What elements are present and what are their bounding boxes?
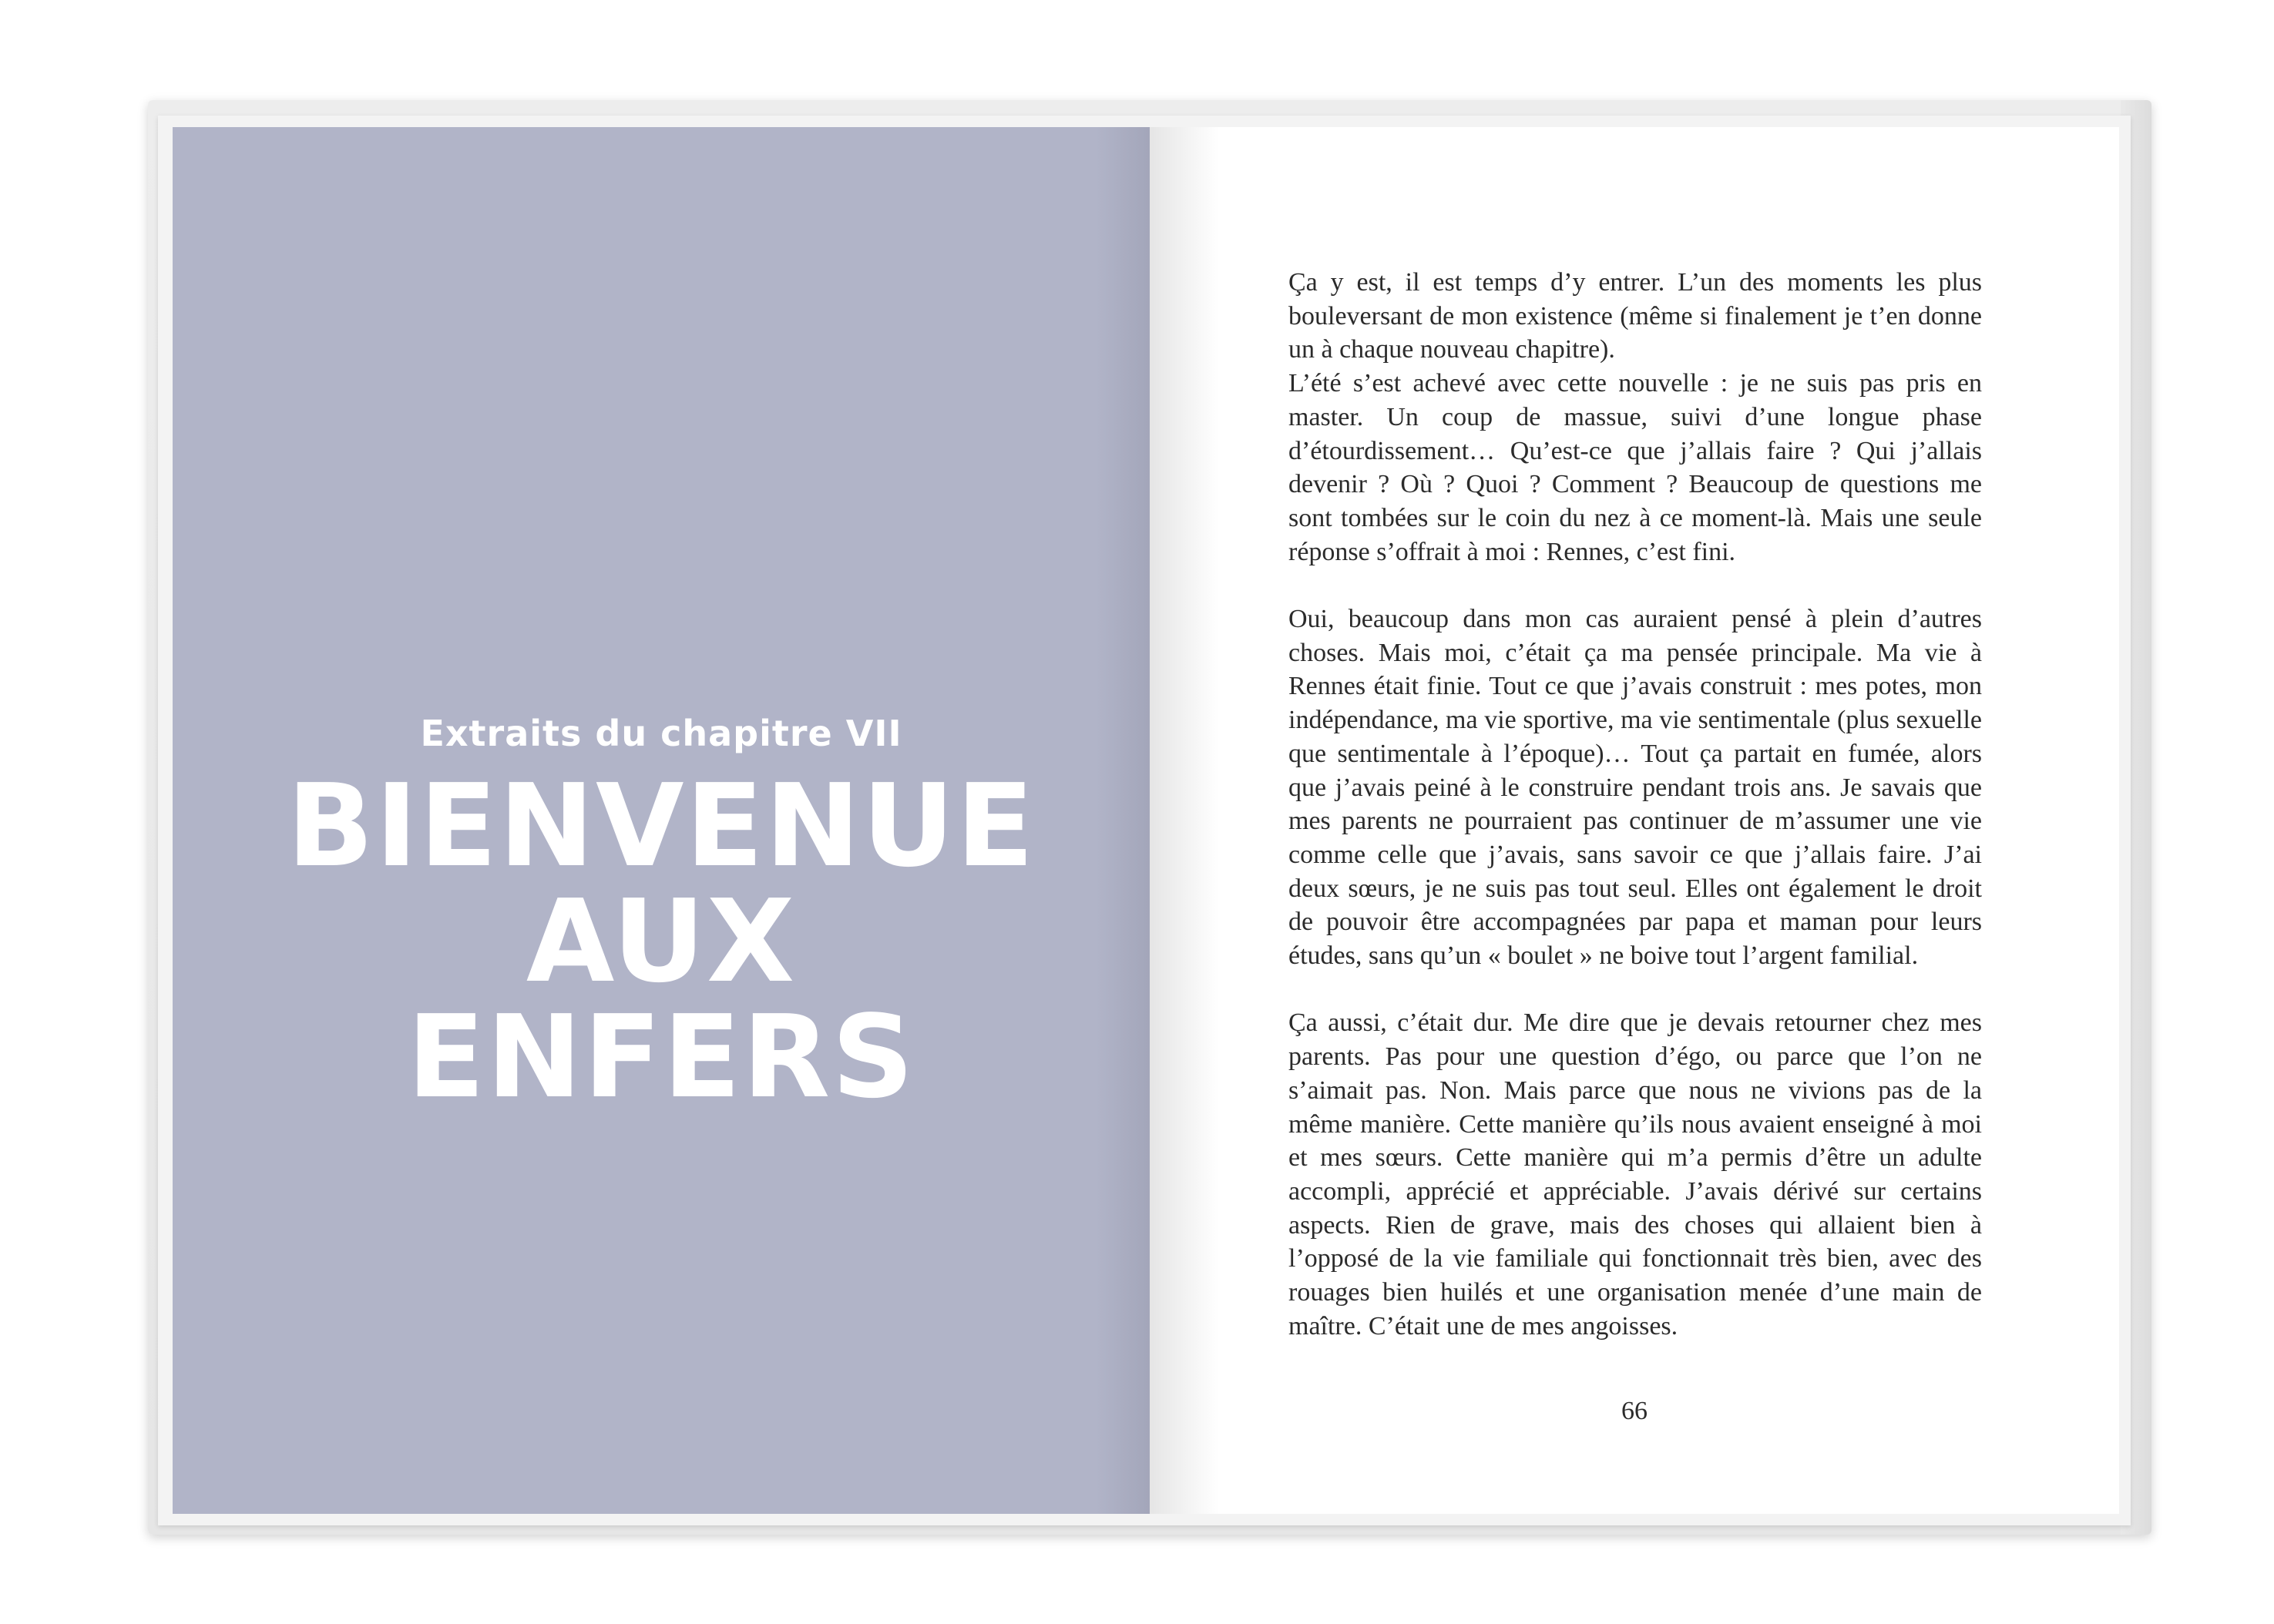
paragraph: Ça y est, il est temps d’y entrer. L’un des moments les plus bouleversant de mon existence (même si finalement je t’en donne un à chaque nouveau chapitre).	[1288, 268, 1982, 364]
right-page	[1150, 127, 2119, 1514]
chapter-label: Extraits du chapitre VII	[420, 713, 902, 754]
chapter-title-line: ENFERS	[407, 991, 915, 1123]
chapter-title	[173, 760, 1150, 1123]
chapter-title-line: BIENVENUE	[287, 760, 1036, 892]
chapter-title-line: AUX	[526, 875, 797, 1008]
left-page	[173, 127, 1150, 1514]
paragraph: Oui, beaucoup dans mon cas auraient pensé à plein d’autres choses. Mais moi, c’était ça ma pensée principale. Ma vie à Rennes était finie. Tout ce que j’avais construit : mes potes, mon indépendance, ma vie sportive, ma vie sentimentale (plus sexuelle que sentimentale à l’époque)… Tout ça partait en fumée, alors que j’avais peiné à le construire pendant trois ans. Je savais que mes parents ne pourraient pas continuer de m’assumer une vie comme celle que j’avais, sans savoir ce que j’allais faire. J’ai deux sœurs, je ne suis pas tout seul. Elles ont également le droit de pouvoir être accompagnées par papa et maman pour leurs études, sans qu’un « boulet » ne boive tout l’argent familial.	[1288, 605, 1982, 971]
chapter-heading	[173, 713, 1150, 1123]
body-text	[1288, 266, 1982, 1343]
page-number: 66	[1621, 1397, 1648, 1425]
paragraph: Ça aussi, c’était dur. Me dire que je devais retourner chez mes parents. Pas pour une question d’égo, ou parce que l’on ne s’aimait pas. Non. Mais parce que nous ne vivions pas de la même manière. Cette manière qu’ils nous avaient enseigné à moi et mes sœurs. Cette manière qui m’a permis d’être un adulte accompli, apprécié et appréciable. J’avais dérivé sur certains aspects. Rien de grave, mais des choses qui allaient bien à l’opposé de la vie familiale qui fonctionnait très bien, avec des rouages bien huilés et une organisation menée d’une main de maître. C’était une de mes angoisses.	[1288, 1008, 1982, 1340]
paragraph: L’été s’est achevé avec cette nouvelle : je ne suis pas pris en master. Un coup de massue, suivi d’une longue phase d’étourdissement… Qu’est-ce que j’allais faire ? Qui j’allais devenir ? Où ? Quoi ? Comment ? Beaucoup de questions me sont tombées sur le coin du nez à ce moment-là. Mais une seule réponse s’offrait à moi : Rennes, c’est fini.	[1288, 369, 1982, 566]
